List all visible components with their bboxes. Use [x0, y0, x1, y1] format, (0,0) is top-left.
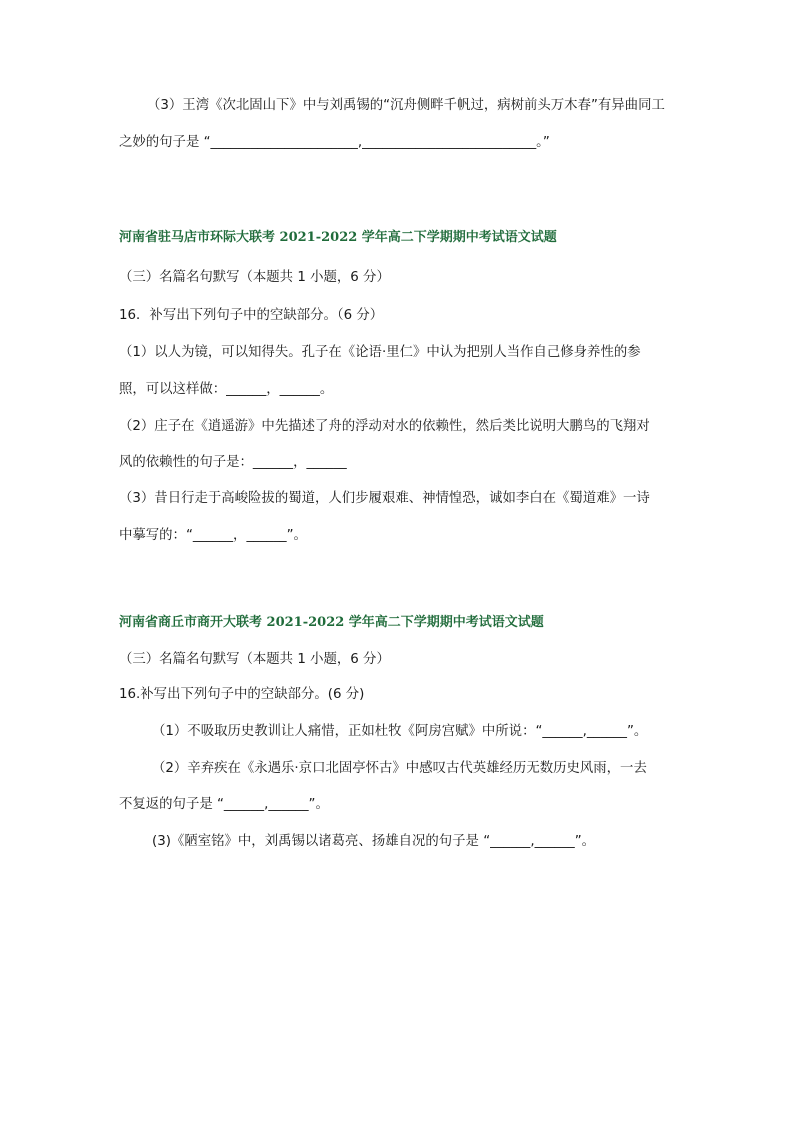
section1-q1-line1: （1）以人为镜，可以知得失。孔子在《论语·里仁》中认为把别人当作自己修身养性的参	[119, 345, 641, 360]
section2-q2-line1: （2）辛弃疾在《永遇乐·京口北固亭怀古》中感叹古代英雄经历无数历史风雨，一去	[152, 761, 647, 776]
section1-q3-line2: 中摹写的：“______，______”。	[119, 528, 307, 543]
section2-subtitle: （三）名篇名句默写（本题共 1 小题，6 分）	[119, 652, 390, 667]
section2-q3-line1: (3)《陋室铭》中，刘禹锡以诸葛亮、扬雄自况的句子是 “______,______”。	[152, 834, 596, 849]
top-q3-line1: （3）王湾《次北固山下》中与刘禹锡的“沉舟侧畔千帆过，病树前头万木春”有异曲同工	[147, 98, 665, 113]
section1-subtitle: （三）名篇名句默写（本题共 1 小题，6 分）	[119, 270, 390, 285]
top-q3-line2: 之妙的句子是 “______________________,__________________________。”	[119, 135, 550, 150]
section1-q1-line2: 照，可以这样做：______，______。	[119, 382, 334, 397]
section2-q2-line2: 不复返的句子是 “______,______”。	[119, 797, 329, 812]
section1-q3-line1: （3）昔日行走于高峻险拔的蜀道，人们步履艰难、神情惶恐，诚如李白在《蜀道难》一诗	[119, 491, 650, 506]
section2-q1-line1: （1）不吸取历史教训让人痛惜，正如杜牧《阿房宫赋》中所说：“______,______”。	[152, 724, 648, 739]
section2-question: 16.补写出下列句子中的空缺部分。(6 分)	[119, 687, 365, 702]
section1-q2-line1: （2）庄子在《逍遥游》中先描述了舟的浮动对水的依赖性，然后类比说明大鹏鸟的飞翔对	[119, 419, 650, 434]
section1-question: 16．补写出下列句子中的空缺部分。（6 分）	[119, 308, 384, 323]
section1-q2-line2: 风的依赖性的句子是：______，______	[119, 455, 347, 470]
section1-heading: 河南省驻马店市环际大联考 2021-2022 学年高二下学期期中考试语文试题	[119, 230, 557, 245]
section2-heading: 河南省商丘市商开大联考 2021-2022 学年高二下学期期中考试语文试题	[119, 615, 544, 630]
